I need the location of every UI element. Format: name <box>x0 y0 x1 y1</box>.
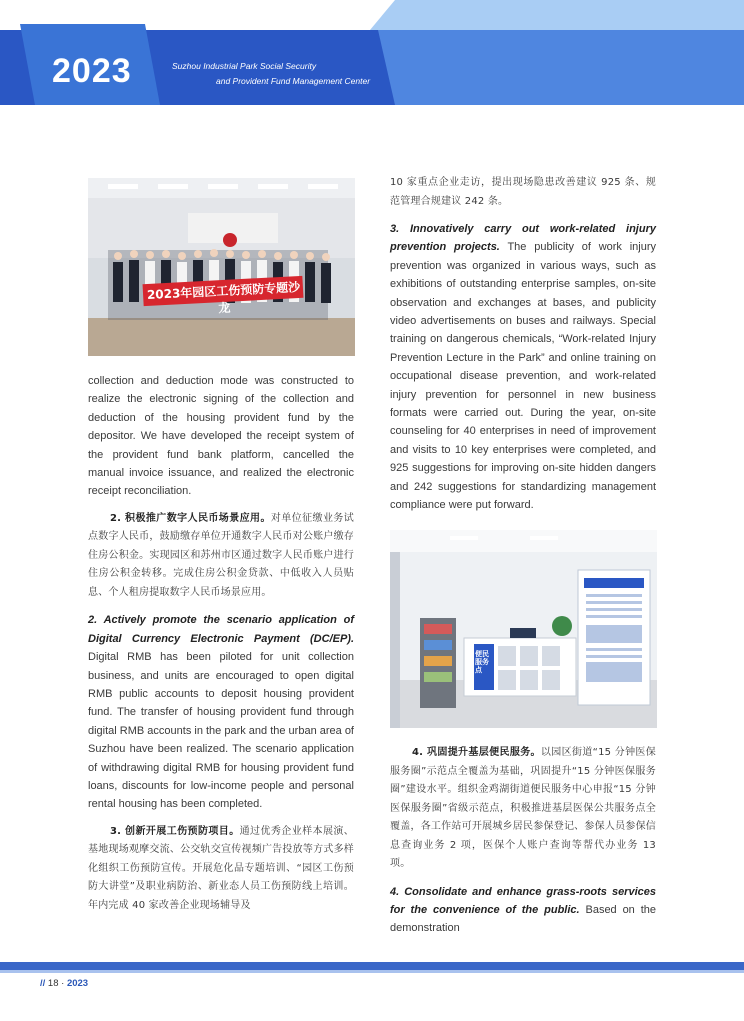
page-footer: // 18 · 2023 <box>40 978 89 989</box>
section3-zh-heading: 3. 创新开展工伤预防项目。 <box>110 825 240 837</box>
section4-en <box>390 883 656 938</box>
section2-en-body: Digital RMB has been piloted for unit collection business, and units are encouraged to open digital RMB public accounts to deposit housing provident fund. The transfer of housing provident fund through digital RMB accounts in the park and the urban area of Suzhou have been realized. The scenario application of withdrawing digital RMB for housing provident fund loans, discounts for low-income people and personal rental housing has been completed. <box>88 651 354 811</box>
section4-zh-heading: 4. 巩固提升基层便民服务。 <box>412 747 541 758</box>
section4-zh-body: 以园区街道“15 分钟医保服务圈”示范点全覆盖为基础，巩固提升“15 分钟医保服务圈”建设水平。组织金鸡湖街道便民服务中心申报“15 分钟医保服务圈”省级示范点，积极推进基层医保公共服务点全覆盖，各工作站可开展城乡居民参保登记、参保人员参保信息查询业务 2 项，医保个人账户查询等帮代办业务 13 项。 <box>390 747 656 869</box>
section4-en-body: Based on the demonstration <box>390 903 656 935</box>
section2-en-heading: 2. Actively promote the scenario application of Digital Currency Electronic Payment (DC/EP). <box>88 614 354 645</box>
right-column-lower <box>390 744 656 938</box>
footer-marker: // <box>40 978 46 989</box>
header-org-line1: Suzhou Industrial Park Social Security <box>172 61 317 71</box>
footer-band <box>0 962 744 970</box>
page-header <box>0 0 744 110</box>
section3-en <box>390 220 656 515</box>
section4-zh <box>390 744 656 874</box>
footer-year: 2023 <box>66 978 89 989</box>
left-column <box>88 372 354 915</box>
section3-zh <box>88 823 354 916</box>
section3-zh-body: 通过优秀企业样本展演、基地现场观摩交流、公交轨交宣传视频广告投放等方式多样化组织工伤预防宣传。开展危化品专题培训、“园区工伤预防大讲堂”及职业病防治、新业态人员工伤预防线上培训。年内完成 40 家改善企业现场辅导及 <box>88 825 354 911</box>
section2-zh-heading: 2. 积极推广数字人民币场景应用。 <box>110 512 271 524</box>
salon-banner-text: 2023年园区工伤预防专题沙龙 <box>146 280 301 316</box>
section2-en <box>88 611 354 813</box>
kiosk-label: 便民服务点 <box>475 650 489 674</box>
salon-group-photo <box>88 178 355 356</box>
section2-zh <box>88 510 354 603</box>
section3-en-body: The publicity of work injury prevention was organized in various ways, such as exhibitions of outstanding enterprise samples, on-site observation and exchanges at bases, and publicity video advertisements on buses and railways. Special training on dangerous chemicals, “Work-related Injury Prevention Lecture in the Park” and online training on occupational disease prevention, and work-related injury prevention for personnel in new business formats were carried out. During the year, on-site counseling for 40 enterprises in need of improvement and visits to 10 key enterprises were completed, and 925 suggestions for improving on-site hidden dangers and 242 suggestions for standardizing management compliance were put forward. <box>390 241 656 512</box>
header-org-line2: and Provident Fund Management Center <box>216 76 371 86</box>
section4-en-heading: 4. Consolidate and enhance grass-roots services for the convenience of the public. <box>390 885 656 916</box>
footer-band-light <box>0 970 744 973</box>
service-point-photo <box>390 530 657 728</box>
paragraph-collection-deduction: collection and deduction mode was constructed to realize the electronic signing of the collection and deduction of the housing provident fund by the depositor. We have developed the receipt system of the provident fund bank platform, cancelled the manual invoice issuance, and realized the electronic receipt reconciliation. <box>88 375 354 498</box>
footer-page-number: 18 <box>47 978 59 989</box>
section3-en-heading: 3. Innovatively carry out work-related injury prevention projects. <box>390 223 656 254</box>
section3-zh-continued: 10 家重点企业走访，提出现场隐患改善建议 925 条、规范管理合规建议 242 条。 <box>390 177 656 207</box>
section2-zh-body: 对单位征缴业务试点数字人民币，鼓励缴存单位开通数字人民币对公账户缴存住房公积金。实现园区和苏州市区通过数字人民币账户进行住房公积金转移。完成住房公积金贷款、中低收入人员贴息、个人租房提取数字人民币场景应用。 <box>88 512 355 598</box>
right-column <box>390 174 656 524</box>
header-year: 2023 <box>52 52 132 90</box>
